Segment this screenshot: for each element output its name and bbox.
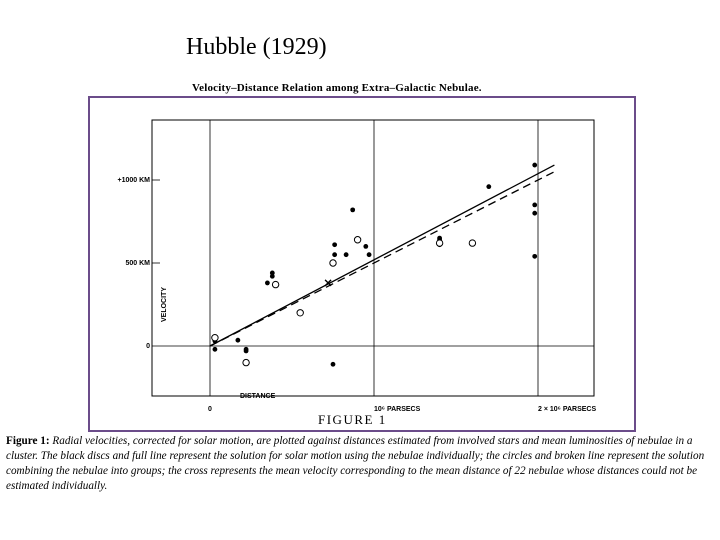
- filled-disc-point: [332, 242, 337, 247]
- x-tick-label: 10⁶ PARSECS: [374, 406, 421, 413]
- open-circle-point: [212, 335, 218, 341]
- filled-disc-point: [244, 349, 249, 354]
- open-circle-point: [272, 281, 278, 287]
- slide-title: Hubble (1929): [186, 34, 327, 60]
- open-circle-point: [297, 310, 303, 316]
- y-tick-label: +1000 KM: [117, 177, 150, 184]
- filled-disc-point: [350, 207, 355, 212]
- caption-lead: Figure 1:: [6, 435, 50, 447]
- open-circle-point: [330, 260, 336, 266]
- filled-disc-point: [213, 347, 218, 352]
- figure-label: FIGURE 1: [318, 412, 387, 427]
- solid-fit-line: [210, 165, 554, 346]
- filled-disc-point: [363, 244, 368, 249]
- x-tick-label: 0: [208, 406, 212, 413]
- filled-disc-point: [532, 211, 537, 216]
- filled-disc-point: [486, 184, 491, 189]
- fit-lines: [210, 165, 554, 346]
- filled-disc-point: [270, 271, 275, 276]
- caption-text: Radial velocities, corrected for solar motion, are plotted against distances estimated from involved stars and mean luminosities of nebulae in a cluster. The black discs and full line represent the solution for solar motion using the nebulae individually; the circles and broken line represent the solution combining the nebulae into groups; the cross represents the mean velocity corresponding to the mean distance of 22 nebulae whose distances could not be estimated individually.: [6, 435, 705, 492]
- filled-disc-point: [265, 281, 270, 286]
- open-circle-point: [243, 359, 249, 365]
- chart-title: Velocity–Distance Relation among Extra–Galactic Nebulae.: [192, 82, 482, 94]
- filled-disc-point: [367, 252, 372, 257]
- filled-disc-point: [532, 163, 537, 168]
- markers: [212, 163, 537, 367]
- filled-disc-point: [532, 203, 537, 208]
- filled-disc-point: [332, 252, 337, 257]
- dashed-fit-line: [210, 172, 554, 346]
- plot-area: [152, 120, 594, 396]
- tick-labels: [118, 177, 597, 413]
- filled-disc-point: [235, 338, 240, 343]
- filled-disc-point: [532, 254, 537, 259]
- y-axis-label: VELOCITY: [161, 286, 168, 322]
- open-circle-point: [354, 237, 360, 243]
- x-axis-label: DISTANCE: [240, 393, 276, 400]
- open-circle-point: [436, 240, 442, 246]
- y-tick-label: 500 KM: [125, 260, 150, 267]
- filled-disc-point: [331, 362, 336, 367]
- x-tick-label: 2 × 10⁶ PARSECS: [538, 406, 597, 413]
- gridlines: [152, 120, 594, 396]
- y-tick-label: 0: [146, 343, 150, 350]
- open-circle-point: [469, 240, 475, 246]
- figure-caption: [6, 434, 718, 494]
- filled-disc-point: [344, 252, 349, 257]
